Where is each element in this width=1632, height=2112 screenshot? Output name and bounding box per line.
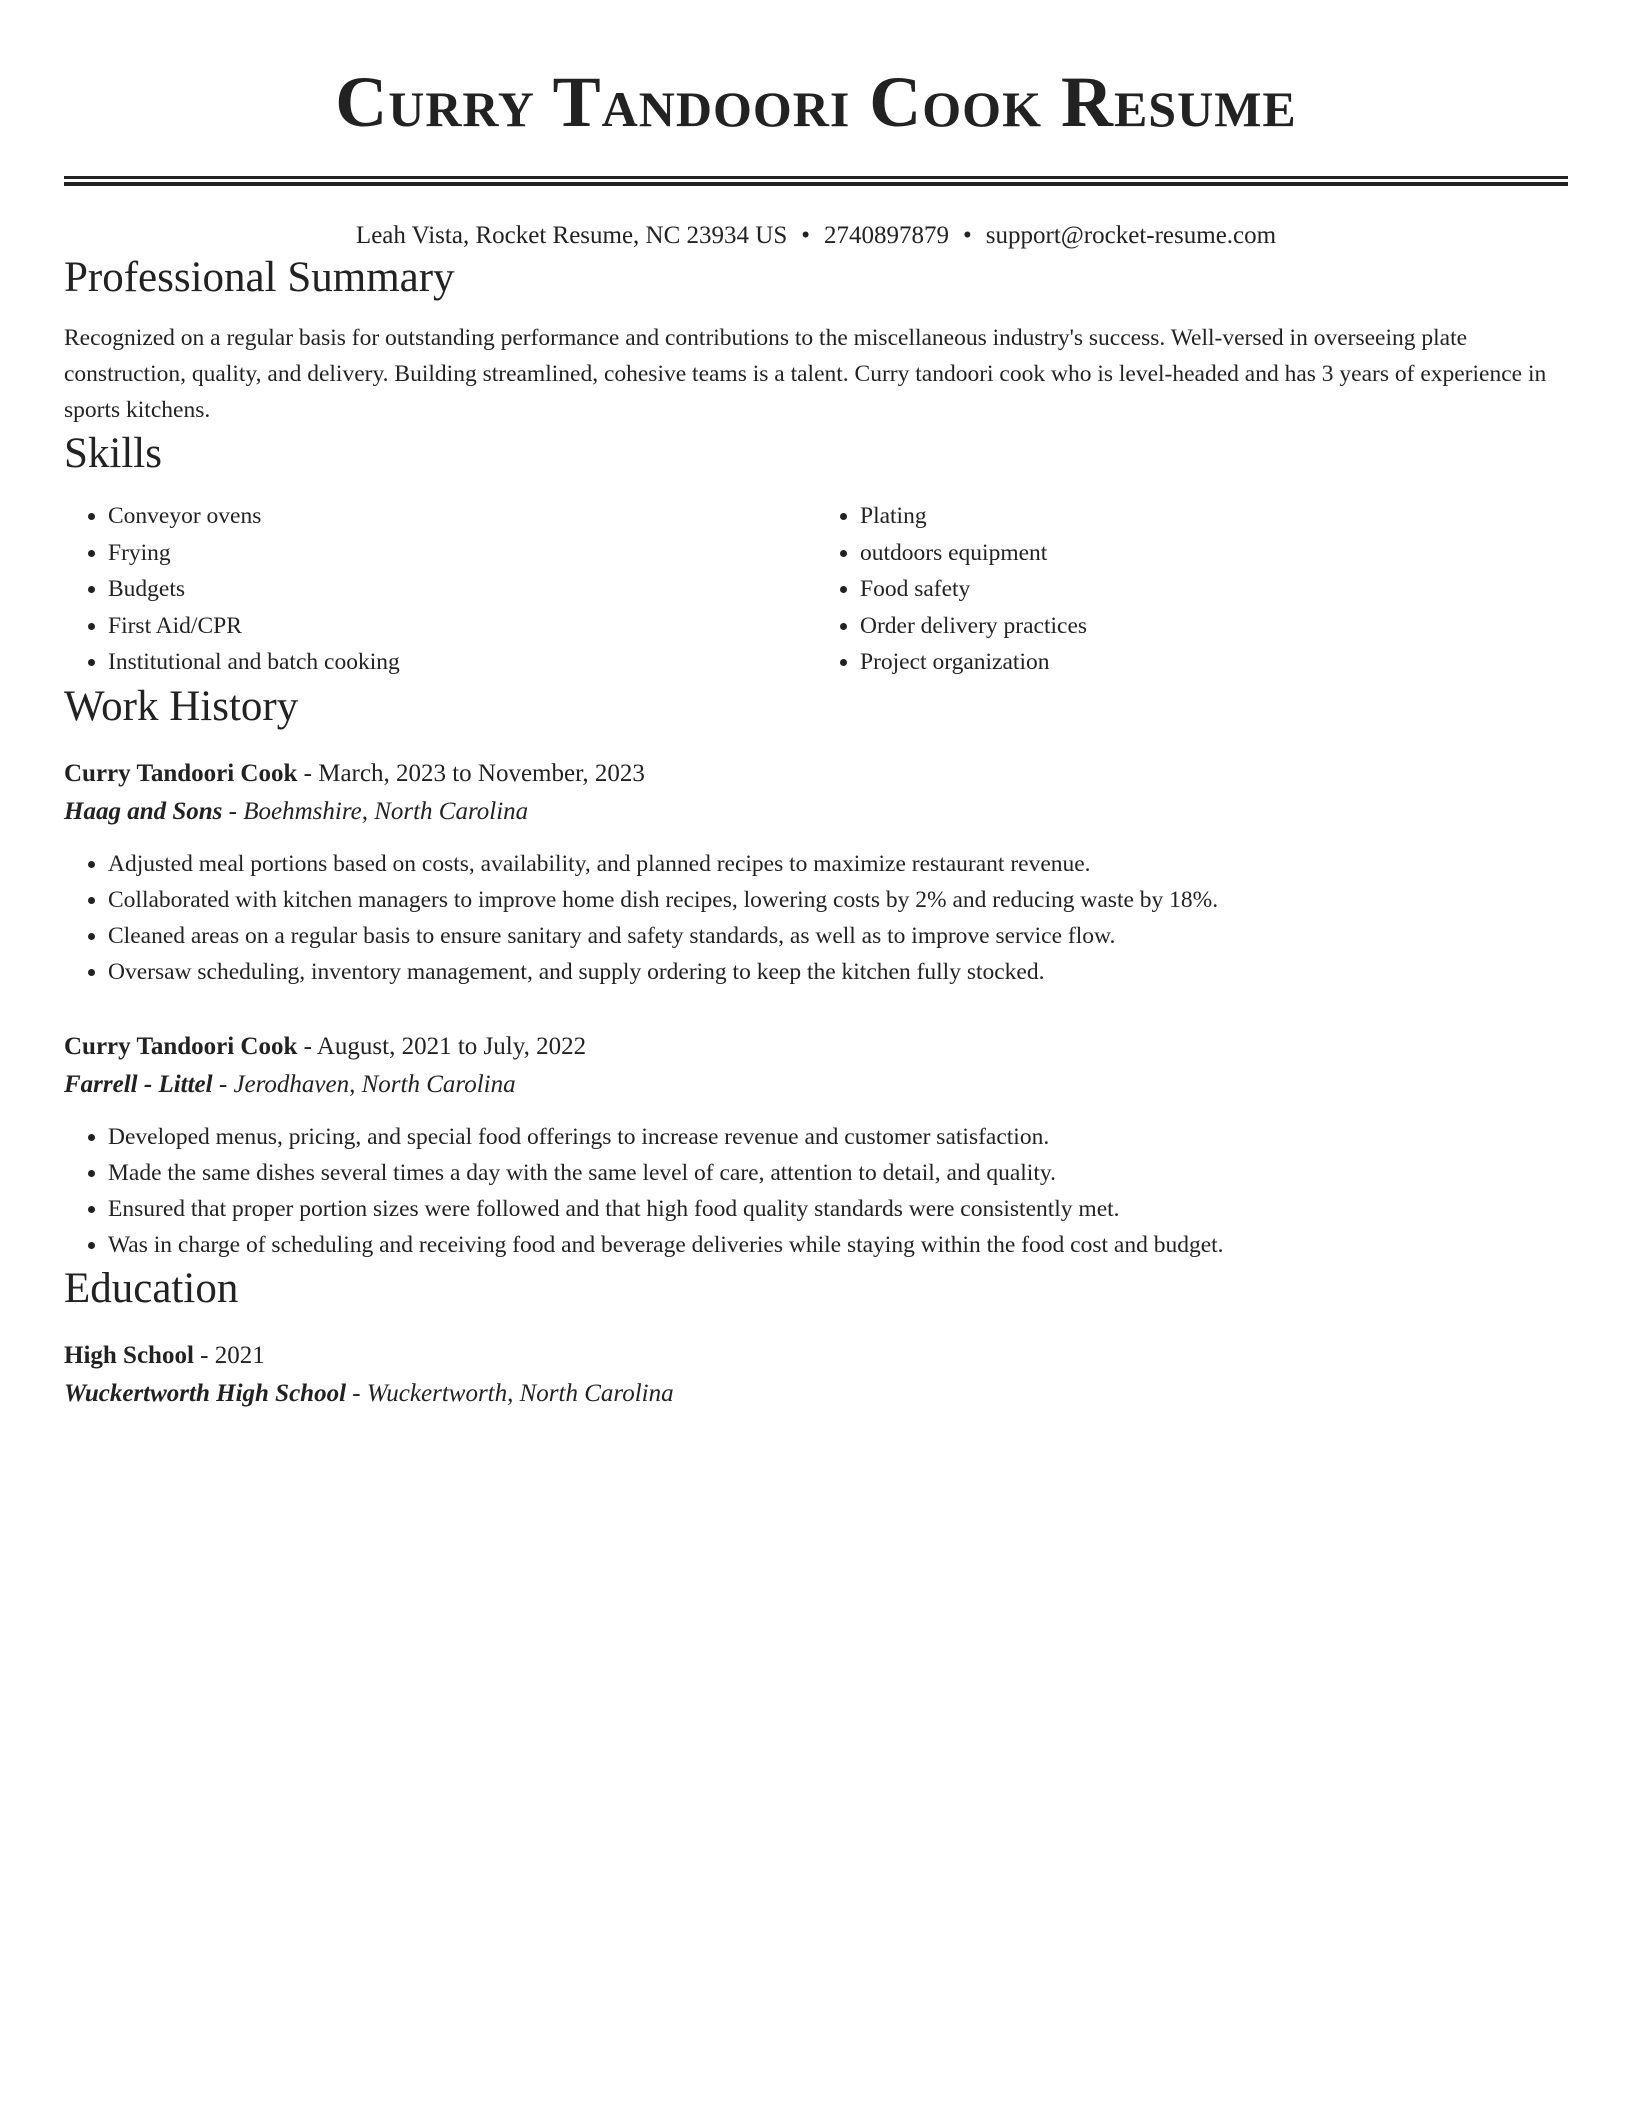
contact-address: Leah Vista, Rocket Resume, NC 23934 US [355, 222, 788, 249]
school-location: Wuckertworth, North Carolina [366, 1379, 674, 1407]
skill-item: • Institutional and batch cooking [108, 644, 816, 681]
degree-line [64, 1339, 1568, 1373]
job-bullets [64, 846, 1568, 990]
skill-item: • outdoors equipment [860, 535, 1568, 572]
skill-item: • Project organization [860, 644, 1568, 681]
job-entry [64, 1030, 1568, 1263]
job-bullets [64, 1119, 1568, 1263]
contact-separator: • [963, 222, 972, 249]
contact-email: support@rocket-resume.com [985, 222, 1277, 249]
resume-title: Curry Tandoori Cook Resume [335, 62, 1297, 142]
summary-text: Recognized on a regular basis for outstanding performance and contributions to the miscellaneous industry's success. Well-versed in overseeing plate construction, quality, and delivery. Building streamlined, cohesive teams is a talent. Curry tandoori cook who is level-headed and has 3 years of experience in sports kitchens. [64, 325, 1547, 423]
graduation-year: 2021 [214, 1341, 265, 1369]
job-dates: March, 2023 to November, 2023 [318, 759, 645, 787]
employer-name: Haag and Sons [64, 797, 223, 825]
education-heading: Education [64, 1264, 239, 1312]
skill-item: • First Aid/CPR [108, 608, 816, 645]
degree: High School [64, 1341, 194, 1369]
skill-item: • Order delivery practices [860, 608, 1568, 645]
degree-dash: - [193, 1341, 215, 1369]
skill-item: • Food safety [860, 571, 1568, 608]
employer-location: Boehmshire, North Carolina [243, 797, 529, 825]
job-bullet: • Made the same dishes several times a day with the same level of care, attention to detail, and quality. [108, 1155, 1568, 1191]
skills-heading: Skills [64, 430, 162, 477]
work-history-heading: Work History [64, 682, 299, 730]
school-dash: - [346, 1379, 367, 1407]
skill-item: • Plating [860, 498, 1568, 535]
skills-column-right [816, 498, 1568, 681]
contact-line [64, 220, 1568, 252]
job-dash: - [297, 759, 319, 787]
employer-dash: - [222, 797, 244, 825]
skill-item: • Frying [108, 535, 816, 572]
job-bullet: • Was in charge of scheduling and receiving food and beverage deliveries while staying within the food cost and budget. [108, 1227, 1568, 1263]
job-title-line [64, 1030, 1568, 1064]
job-dates: August, 2021 to July, 2022 [316, 1032, 587, 1060]
education-entry [64, 1339, 1568, 1410]
title-divider [64, 176, 1568, 186]
school-line [64, 1378, 1568, 1410]
job-title: Curry Tandoori Cook [64, 1032, 298, 1060]
skills-list [64, 498, 1568, 681]
job-title-line [64, 757, 1568, 791]
job-bullet: • Adjusted meal portions based on costs, availability, and planned recipes to maximize restaurant revenue. [108, 846, 1568, 882]
employer-dash: - [212, 1070, 234, 1098]
job-bullet: • Cleaned areas on a regular basis to ensure sanitary and safety standards, as well as to improve service flow. [108, 918, 1568, 954]
employer-line [64, 796, 1568, 828]
summary-heading: Professional Summary [64, 254, 455, 301]
job-bullet: • Ensured that proper portion sizes were followed and that high food quality standards were consistently met. [108, 1191, 1568, 1227]
job-entry [64, 757, 1568, 990]
job-bullet: • Collaborated with kitchen managers to improve home dish recipes, lowering costs by 2% and reducing waste by 18%. [108, 882, 1568, 918]
job-bullet: • Developed menus, pricing, and special food offerings to increase revenue and customer satisfaction. [108, 1119, 1568, 1155]
school-name: Wuckertworth High School [64, 1379, 347, 1407]
skills-column-left [64, 498, 816, 681]
job-bullet: • Oversaw scheduling, inventory management, and supply ordering to keep the kitchen fully stocked. [108, 954, 1568, 990]
contact-separator: • [801, 222, 811, 249]
contact-phone: 2740897879 [824, 222, 950, 249]
employer-location: Jerodhaven, North Carolina [233, 1070, 516, 1098]
skill-item: • Budgets [108, 571, 816, 608]
job-title: Curry Tandoori Cook [64, 759, 298, 787]
employer-line [64, 1069, 1568, 1101]
employer-name: Farrell - Littel [64, 1070, 213, 1098]
job-dash: - [297, 1032, 317, 1060]
skill-item: • Conveyor ovens [108, 498, 816, 535]
